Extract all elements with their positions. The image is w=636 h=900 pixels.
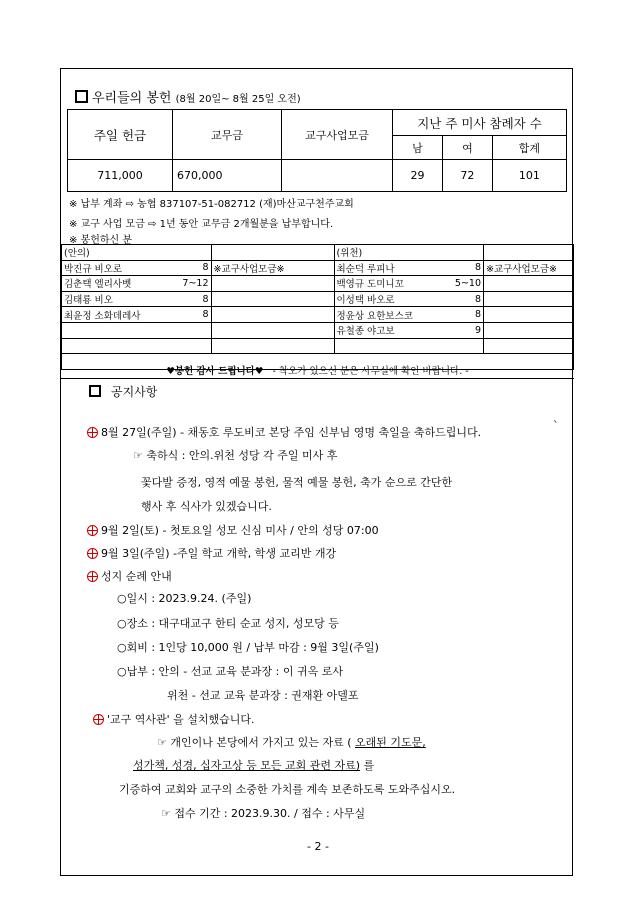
value-total: 101	[492, 160, 566, 192]
donor-row: 최윤정 소화데레사 8 정윤상 요한보스코 8	[62, 307, 574, 323]
donors-table	[61, 244, 574, 370]
donor-row: 박진규 비오로 8 ※교구사업모금※ 최순덕 루피나 8 ※교구사업모금※	[62, 260, 574, 276]
offering-period: (8월 20일~ 8월 25일 오전)	[175, 94, 301, 105]
donors-left-header: (안의)	[62, 245, 212, 261]
value-sunday-offering: 711,000	[68, 160, 173, 192]
bulletin-frame	[60, 68, 573, 876]
checkbox-square-icon	[75, 90, 88, 103]
notice-item-mass: 9월 2일(토) - 첫토요일 성모 신심 미사 / 안의 성당 07:00	[87, 522, 379, 538]
pilgrimage-fee: ○회비 : 1인당 10,000 원 / 납부 마감 : 9월 3일(주일)	[117, 641, 379, 654]
archive-detail-3: 기증하여 교회와 교구의 소중한 가치를 계속 보존하도록 도와주십시오.	[119, 783, 456, 796]
thanks-sub: - 착오가 있으신 분은 사무실에 확인 바랍니다. -	[272, 366, 469, 377]
header-diocese-fund: 교구사업모금	[282, 110, 393, 160]
notice-tick: `	[553, 419, 559, 432]
donors-right-header: (위천)	[334, 245, 484, 261]
donor-row: 유철종 야고보 9	[62, 322, 574, 338]
pilgrimage-payment-2: 위천 - 선교 교육 분과장 : 권재환 아델포	[167, 689, 359, 702]
cross-circle-icon	[87, 525, 98, 536]
offering-section-title: 우리들의 봉헌 (8월 20일~ 8월 25일 오전)	[75, 87, 301, 106]
divider	[61, 378, 574, 379]
header-female: 여	[442, 136, 492, 160]
notice-feast-detail-3: 행사 후 식사가 있겠습니다.	[141, 500, 272, 513]
archive-detail-4: ☞ 접수 기간 : 2023.9.30. / 접수 : 사무실	[161, 807, 366, 820]
page-number: - 2 -	[307, 840, 329, 853]
notice-item-school: 9월 3일(주일) -주일 학교 개학, 학생 교리반 개강	[87, 545, 336, 561]
value-office-fee: 670,000	[173, 160, 282, 192]
value-diocese-fund	[282, 160, 393, 192]
cross-circle-icon	[87, 571, 98, 582]
header-sunday-offering: 주일 헌금	[68, 110, 173, 160]
notice-item-pilgrimage: 성지 순례 안내	[87, 568, 172, 584]
header-male: 남	[393, 136, 443, 160]
pilgrimage-payment-1: ○납부 : 안의 - 선교 교육 분과장 : 이 귀옥 로사	[117, 665, 343, 678]
thanks-main: ♥봉헌 감사 드립니다♥	[166, 366, 264, 377]
notice-section-title: 공지사항	[89, 383, 157, 400]
cross-circle-icon	[87, 548, 98, 559]
offering-table	[67, 109, 567, 192]
cross-circle-icon	[93, 714, 104, 725]
donors-note: ※ 봉헌하신 분	[69, 235, 133, 246]
cross-circle-icon	[87, 427, 98, 438]
account-note: ※ 납부 계좌 ⇨ 농협 837107-51-082712 (재)마산교구천주교회	[69, 199, 354, 210]
header-total: 합계	[492, 136, 566, 160]
value-male: 29	[393, 160, 443, 192]
donor-row: 김태룡 비오 8 이성택 바오로 8	[62, 291, 574, 307]
archive-detail-2: 성가책, 성경, 십자고상 등 모든 교회 관련 자료) 를	[133, 759, 375, 772]
pilgrimage-place: ○장소 : 대구대교구 한티 순교 성지, 성모당 등	[117, 617, 339, 630]
header-attendance: 지난 주 미사 참례자 수	[393, 110, 567, 136]
checkbox-square-icon	[89, 385, 101, 397]
donor-row	[62, 338, 574, 354]
archive-detail-1: ☞ 개인이나 본당에서 가지고 있는 자료 ( 오래된 기도문,	[157, 736, 426, 749]
notice-item-feast: 8월 27일(주일) - 채동호 루도비코 본당 주임 신부님 영명 축일을 축하드립니다.	[87, 424, 481, 440]
header-office-fee: 교무금	[173, 110, 282, 160]
thanks-line	[61, 363, 574, 377]
diocese-note: ※ 교구 사업 모금 ⇨ 1년 동안 교무금 2개월분을 납부합니다.	[69, 219, 334, 230]
donor-row: 김춘택 엘리사벳 7~12 백영규 도미니꼬 5~10	[62, 276, 574, 292]
notice-item-archive: '교구 역사관' 을 설치했습니다.	[93, 711, 255, 727]
notice-feast-detail-2: 꽃다발 증정, 영적 예물 봉헌, 물적 예물 봉헌, 축가 순으로 간단한	[141, 476, 453, 489]
pilgrimage-date: ○일시 : 2023.9.24. (주일)	[117, 592, 252, 605]
value-female: 72	[442, 160, 492, 192]
notice-feast-detail: ☞ 축하식 : 안의.위천 성당 각 주일 미사 후	[133, 449, 338, 462]
